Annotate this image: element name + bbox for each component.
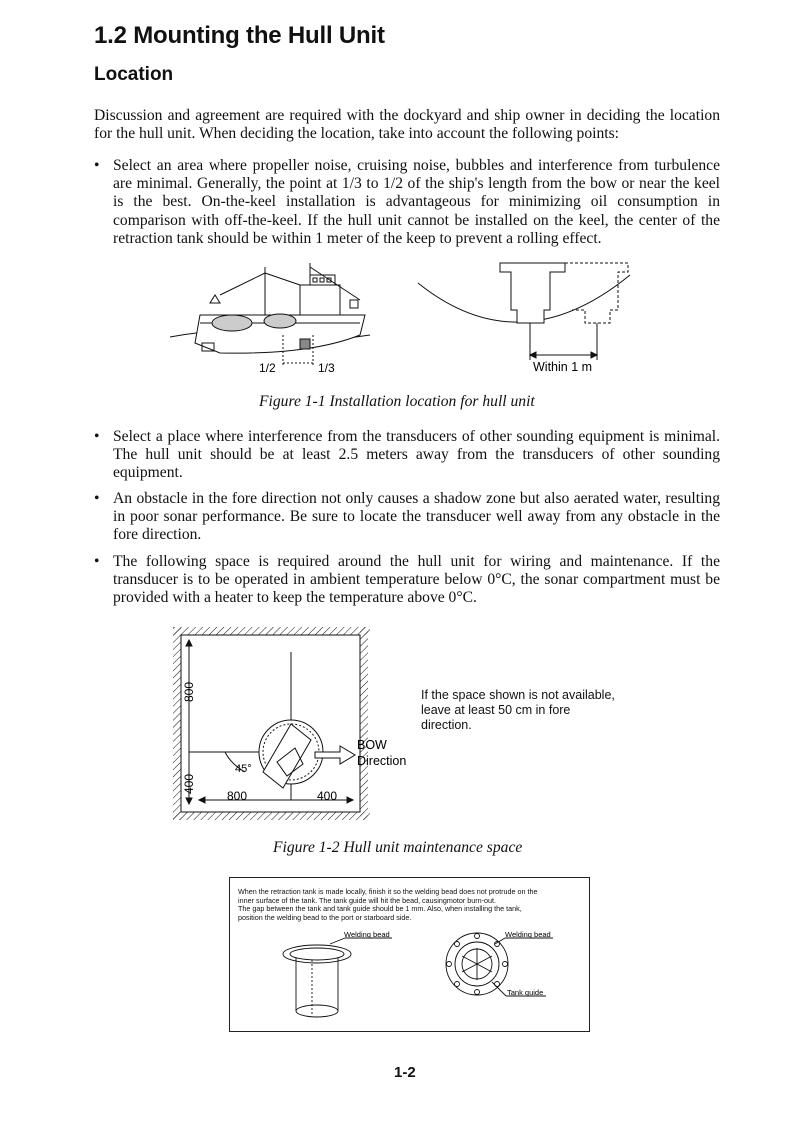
dim-400-vertical: 400 [182, 773, 196, 794]
dim-400-horizontal: 400 [317, 789, 338, 803]
ship-drawing [170, 263, 370, 367]
tank-note-line: inner surface of the tank. The tank guide will hit the bead, causingmotor burn-out. [238, 895, 496, 905]
tank-note-line: When the retraction tank is made locally, finish it so the welding bead does not protrude on the [238, 887, 538, 896]
angle-label: 45° [235, 763, 252, 775]
bullet-marker: • [94, 490, 100, 507]
dim-800-horizontal: 800 [227, 789, 248, 803]
bullet-item-2 [94, 428, 720, 483]
page-number: 1-2 [394, 1064, 416, 1081]
figure-maintenance-space [165, 622, 420, 832]
bullet-text: The following space is required around the hull unit for wiring and maintenance. If the transducer is to be operated in ambient temperature below 0°C, the sonar compartment must be provided with a heater to keep the temperature above 0°C. [113, 553, 720, 607]
room-walls [173, 627, 370, 820]
bullet-marker: • [94, 157, 100, 174]
figure-2-caption: Figure 1-2 Hull unit maintenance space [273, 839, 523, 856]
bullet-text: An obstacle in the fore direction not only causes a shadow zone but also aerated water, resulting in poor sonar performance. Be sure to locate the transducer well away from any obstacle in the fore direction. [113, 490, 720, 544]
figure-1-caption: Figure 1-1 Installation location for hull unit [259, 393, 535, 410]
bullet-item-3 [94, 490, 720, 545]
bullet-item-4 [94, 553, 720, 608]
note-line: If the space shown is not available, [421, 688, 615, 702]
hull-section-drawing [418, 263, 630, 360]
bow-direction-label: Direction [357, 754, 407, 768]
label-one-third: 1/3 [318, 361, 335, 375]
tank-guide-label: Tank guide [507, 988, 544, 997]
label-one-half: 1/2 [259, 361, 276, 375]
tank-note-line: The gap between the tank and tank guide should be 1 mm. Also, when installing the tank, [238, 904, 522, 914]
tank-note-box [229, 877, 590, 1032]
subsection-title: Location [94, 64, 174, 85]
space-note [421, 688, 651, 733]
bow-label: BOW [357, 738, 387, 752]
section-title: 1.2 Mounting the Hull Unit [94, 22, 385, 49]
welding-bead-label-left: Welding bead [344, 930, 390, 939]
label-within-1m: Within 1 m [533, 360, 593, 374]
bullet-marker: • [94, 428, 100, 445]
figure-installation-location [160, 255, 640, 380]
tank-diagrams [230, 926, 589, 1031]
welding-bead-label-right: Welding bead [505, 930, 551, 939]
bullet-text: Select an area where propeller noise, cruising noise, bubbles and interference from turbulence are minimal. Generally, the point at 1/3 to 1/2 of the ship's length from the bow or near the keel is the best. On-the-keel installation is advantageous for minimizing oil consumption in comparison with off-the-keel. If the hull unit cannot be installed on the keel, the center of the retraction tank should be within 1 meter of the keep to prevent a rolling effect. [113, 157, 720, 247]
dim-800-vertical: 800 [182, 681, 196, 702]
bullet-marker: • [94, 553, 100, 570]
bullet-text: Select a place where interference from the transducers of other sounding equipment is minimal. The hull unit should be at least 2.5 meters away from the transducers of other sounding equipment. [113, 428, 720, 482]
bullet-item-1 [94, 157, 720, 248]
tank-note-line: position the welding bead to the port or starboard side. [238, 912, 412, 922]
note-line: direction. [421, 718, 472, 732]
tank-note-text [238, 888, 583, 922]
note-line: leave at least 50 cm in fore [421, 703, 571, 717]
intro-paragraph: Discussion and agreement are required with the dockyard and ship owner in deciding the location for the hull unit. When deciding the location, take into account the following points: [94, 107, 720, 143]
